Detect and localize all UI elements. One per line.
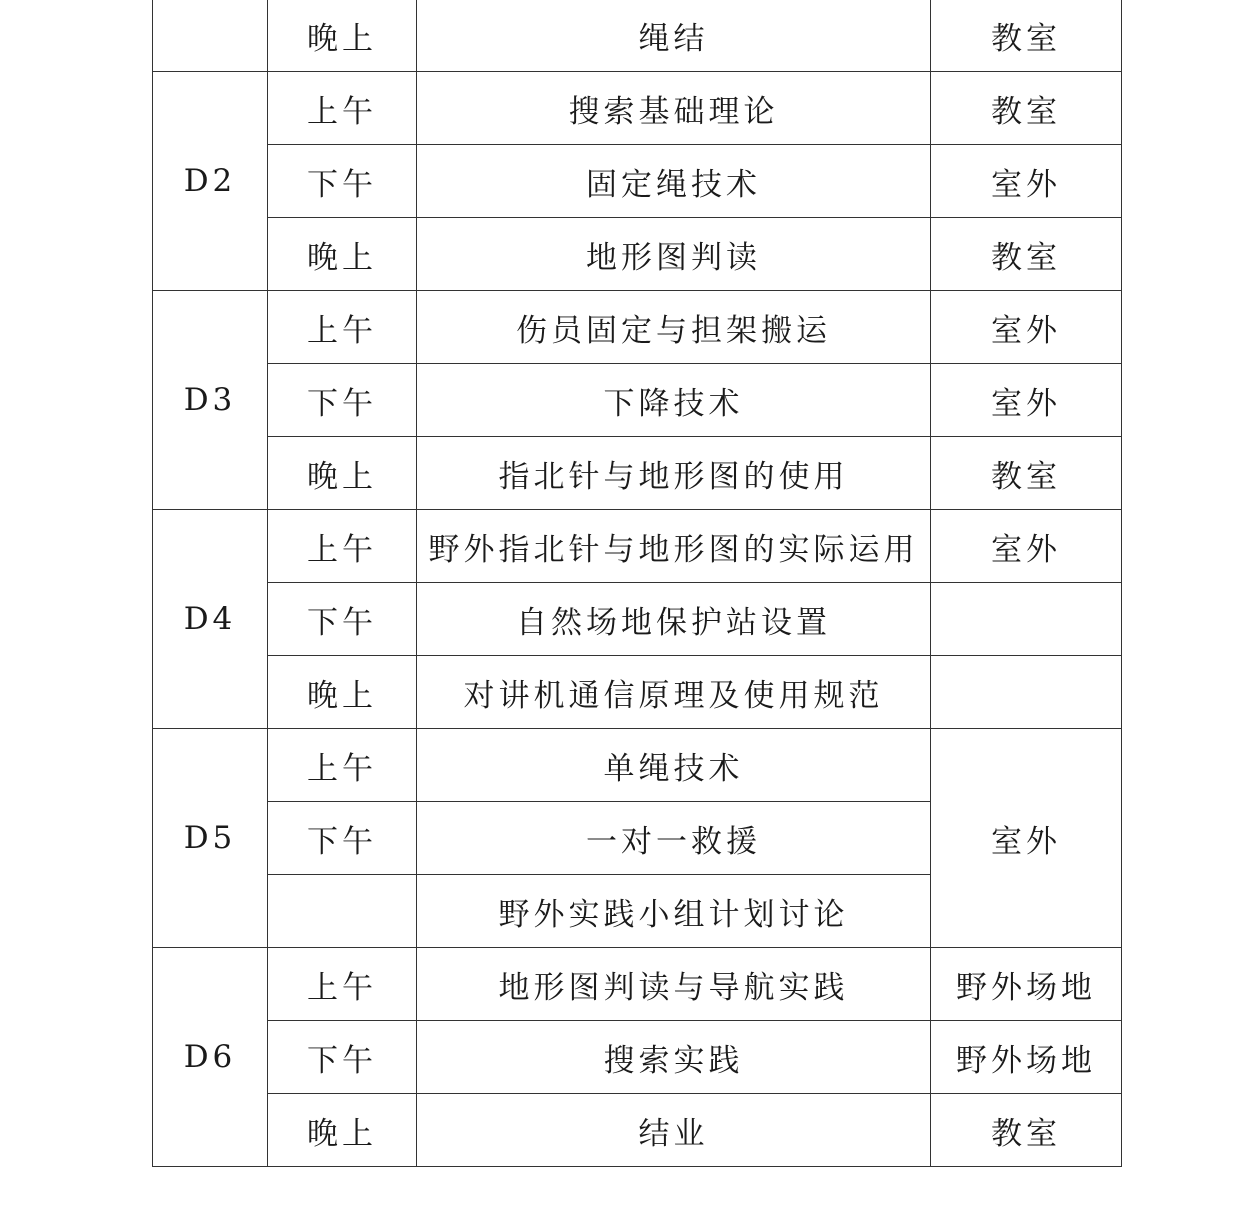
location-cell: 教室 <box>931 0 1122 72</box>
table-row <box>153 218 1122 291</box>
table-row <box>153 510 1122 583</box>
content-cell: 搜索实践 <box>417 1021 931 1094</box>
content-cell: 下降技术 <box>417 364 931 437</box>
table-row <box>153 1021 1122 1094</box>
table-row <box>153 583 1122 656</box>
table-row <box>153 364 1122 437</box>
content-cell: 结业 <box>417 1094 931 1167</box>
location-cell <box>931 656 1122 729</box>
time-cell: 下午 <box>268 802 417 875</box>
table-row <box>153 0 1122 72</box>
table-row <box>153 291 1122 364</box>
location-cell: 室外 <box>931 145 1122 218</box>
time-cell: 上午 <box>268 948 417 1021</box>
schedule-table <box>152 0 1122 1167</box>
location-cell <box>931 583 1122 656</box>
time-cell: 下午 <box>268 145 417 218</box>
location-cell: 室外 <box>931 510 1122 583</box>
time-cell: 上午 <box>268 729 417 802</box>
location-cell: 教室 <box>931 218 1122 291</box>
location-cell: 野外场地 <box>931 948 1122 1021</box>
content-cell: 地形图判读与导航实践 <box>417 948 931 1021</box>
time-cell: 晚上 <box>268 0 417 72</box>
table-row <box>153 948 1122 1021</box>
day-cell: D5 <box>153 729 268 948</box>
day-cell: D3 <box>153 291 268 510</box>
content-cell: 野外实践小组计划讨论 <box>417 875 931 948</box>
content-cell: 绳结 <box>417 0 931 72</box>
content-cell: 指北针与地形图的使用 <box>417 437 931 510</box>
day-cell <box>153 0 268 72</box>
table-row <box>153 1094 1122 1167</box>
day-cell: D2 <box>153 72 268 291</box>
time-cell: 下午 <box>268 364 417 437</box>
location-cell: 教室 <box>931 437 1122 510</box>
time-cell: 上午 <box>268 291 417 364</box>
table-row <box>153 656 1122 729</box>
content-cell: 搜索基础理论 <box>417 72 931 145</box>
content-cell: 野外指北针与地形图的实际运用 <box>417 510 931 583</box>
table-row <box>153 72 1122 145</box>
day-cell: D4 <box>153 510 268 729</box>
time-cell: 晚上 <box>268 218 417 291</box>
table-row <box>153 729 1122 802</box>
day-cell: D6 <box>153 948 268 1167</box>
content-cell: 单绳技术 <box>417 729 931 802</box>
content-cell: 伤员固定与担架搬运 <box>417 291 931 364</box>
time-cell: 上午 <box>268 72 417 145</box>
time-cell: 下午 <box>268 583 417 656</box>
content-cell: 一对一救援 <box>417 802 931 875</box>
location-cell: 室外 <box>931 291 1122 364</box>
location-cell: 教室 <box>931 72 1122 145</box>
content-cell: 自然场地保护站设置 <box>417 583 931 656</box>
time-cell <box>268 875 417 948</box>
location-cell: 室外 <box>931 364 1122 437</box>
content-cell: 固定绳技术 <box>417 145 931 218</box>
content-cell: 对讲机通信原理及使用规范 <box>417 656 931 729</box>
time-cell: 上午 <box>268 510 417 583</box>
table-row <box>153 437 1122 510</box>
location-cell: 野外场地 <box>931 1021 1122 1094</box>
time-cell: 晚上 <box>268 437 417 510</box>
time-cell: 晚上 <box>268 1094 417 1167</box>
content-cell: 地形图判读 <box>417 218 931 291</box>
location-cell: 教室 <box>931 1094 1122 1167</box>
table-row <box>153 145 1122 218</box>
location-cell: 室外 <box>931 729 1122 948</box>
time-cell: 晚上 <box>268 656 417 729</box>
time-cell: 下午 <box>268 1021 417 1094</box>
